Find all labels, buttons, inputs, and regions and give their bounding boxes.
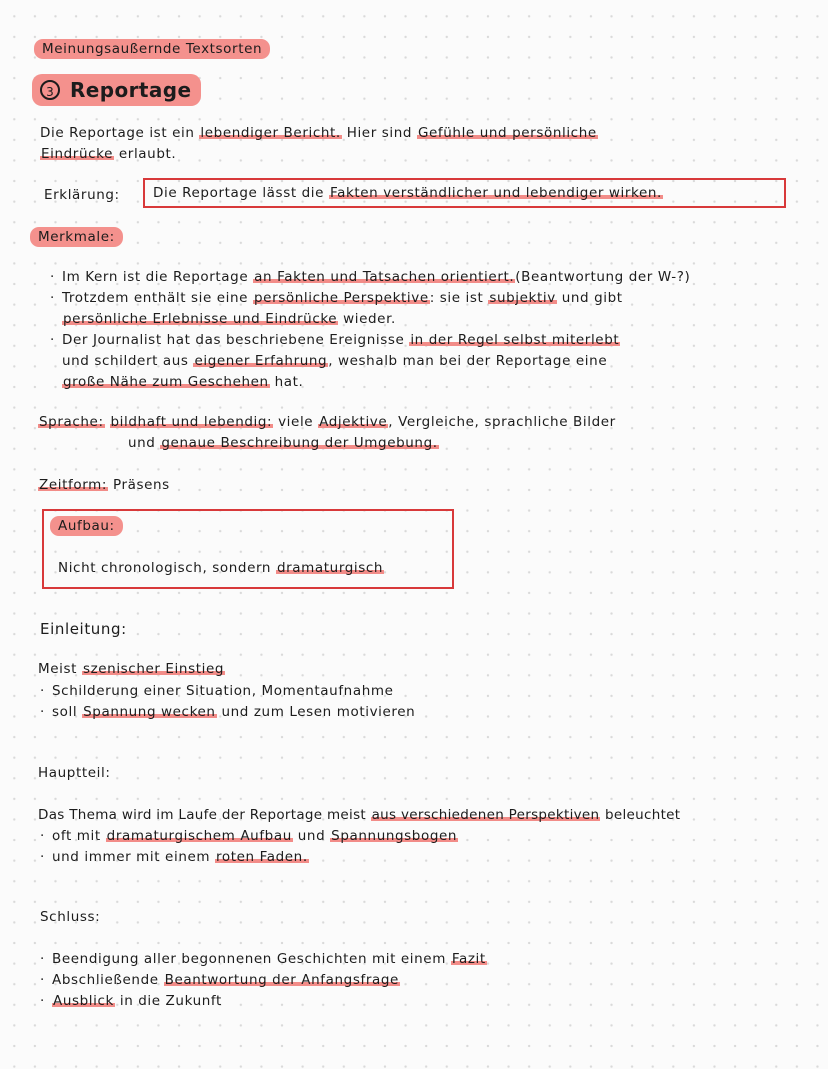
text: Schilderung einer Situation, Momentaufnahme bbox=[52, 683, 394, 699]
text: und schildert aus bbox=[62, 353, 189, 369]
highlight: an Fakten und Tatsachen orientiert. bbox=[254, 269, 515, 285]
text: Das Thema wird im Laufe der Reportage meist bbox=[38, 807, 367, 823]
aufbau-box bbox=[42, 509, 454, 589]
highlight: Eindrücke bbox=[41, 146, 113, 162]
text: und zum Lesen motivieren bbox=[221, 704, 416, 720]
hauptteil-line-3 bbox=[40, 848, 309, 866]
text: Im Kern ist die Reportage bbox=[62, 269, 249, 285]
zeitform-line bbox=[38, 476, 170, 494]
highlight: aus verschiedenen Perspektiven bbox=[371, 807, 600, 823]
text: Abschließende bbox=[52, 972, 159, 988]
text: und bbox=[297, 828, 326, 844]
text: , weshalb man bei der Reportage eine bbox=[328, 353, 608, 369]
text: (Beantwortung der W-?) bbox=[515, 269, 691, 285]
bullet: · bbox=[40, 849, 45, 865]
bullet: · bbox=[50, 332, 55, 348]
merkmale-line-2 bbox=[50, 289, 623, 307]
einleitung-line-3 bbox=[40, 703, 415, 721]
text: Der Journalist hat das beschriebene Ereignisse bbox=[62, 332, 405, 348]
text: wieder. bbox=[343, 311, 396, 327]
highlight: persönliche Erlebnisse und Eindrücke bbox=[63, 311, 338, 327]
bullet: · bbox=[40, 704, 45, 720]
merkmale-line-5 bbox=[62, 352, 607, 370]
erklaerung-box bbox=[143, 178, 786, 208]
sprache-line-1 bbox=[38, 413, 616, 431]
text: in die Zukunft bbox=[119, 993, 222, 1009]
highlight: persönliche Perspektive bbox=[254, 290, 429, 306]
text: , Vergleiche, sprachliche Bilder bbox=[388, 414, 616, 430]
text: Beendigung aller begonnenen Geschichten mit einem bbox=[52, 951, 446, 967]
text: hat. bbox=[274, 374, 304, 390]
merkmale-line-4 bbox=[50, 331, 620, 349]
zeitform-label: Zeitform: bbox=[39, 477, 108, 493]
zeitform-value: Präsens bbox=[112, 477, 170, 493]
schluss-line-2 bbox=[40, 971, 400, 989]
schluss-label: Schluss: bbox=[40, 909, 101, 925]
hauptteil-line-1 bbox=[38, 806, 680, 824]
highlight: roten Faden. bbox=[216, 849, 308, 865]
highlight: lebendiger Bericht. bbox=[200, 125, 341, 141]
schluss-line-3 bbox=[40, 992, 222, 1010]
highlight: bildhaft und lebendig: bbox=[110, 414, 273, 430]
text: Trotzdem enthält sie eine bbox=[62, 290, 249, 306]
erklaerung-label: Erklärung: bbox=[44, 187, 120, 203]
highlight: in der Regel selbst miterlebt bbox=[410, 332, 620, 348]
intro-line-1 bbox=[40, 124, 598, 142]
hauptteil-line-2 bbox=[40, 827, 458, 845]
erklaerung-text bbox=[153, 184, 663, 202]
section-number: 3 bbox=[40, 80, 60, 100]
intro-line-2 bbox=[40, 145, 176, 163]
aufbau-text bbox=[58, 559, 384, 577]
sprache-label: Sprache: bbox=[39, 414, 104, 430]
category-text: Meinungsaußernde Textsorten bbox=[34, 39, 270, 59]
highlight: subjektiv bbox=[489, 290, 556, 306]
text: und immer mit einem bbox=[52, 849, 211, 865]
text: und bbox=[128, 435, 156, 451]
merkmale-label bbox=[30, 228, 123, 246]
title-text: Reportage bbox=[70, 78, 192, 102]
sprache-line-2 bbox=[128, 434, 439, 452]
label-text: Merkmale: bbox=[30, 227, 123, 247]
text: viele bbox=[278, 414, 314, 430]
text: oft mit bbox=[52, 828, 101, 844]
text: Die Reportage ist ein bbox=[40, 125, 195, 141]
category-label bbox=[34, 40, 270, 58]
text: beleuchtet bbox=[605, 807, 681, 823]
text: Meist bbox=[38, 661, 78, 677]
text: und gibt bbox=[561, 290, 623, 306]
hauptteil-label: Hauptteil: bbox=[38, 765, 111, 781]
highlight: dramaturgischem Aufbau bbox=[106, 828, 292, 844]
bullet: · bbox=[40, 951, 45, 967]
text: Nicht chronologisch, sondern bbox=[58, 560, 272, 576]
text: Hier sind bbox=[346, 125, 413, 141]
highlight: Adjektive bbox=[319, 414, 388, 430]
einleitung-line-2 bbox=[40, 682, 394, 700]
text: erlaubt. bbox=[118, 146, 177, 162]
bullet: · bbox=[40, 972, 45, 988]
bullet: · bbox=[50, 290, 55, 306]
einleitung-line-1 bbox=[38, 660, 225, 678]
highlight: dramaturgisch bbox=[276, 560, 384, 576]
highlight: eigener Erfahrung bbox=[194, 353, 328, 369]
bullet: · bbox=[40, 993, 45, 1009]
highlight: Spannungsbogen bbox=[331, 828, 458, 844]
text: : sie ist bbox=[429, 290, 484, 306]
highlight: Ausblick bbox=[53, 993, 114, 1009]
highlight: genaue Beschreibung der Umgebung. bbox=[161, 435, 438, 451]
bullet: · bbox=[40, 828, 45, 844]
page-title bbox=[32, 74, 201, 106]
bullet: · bbox=[50, 269, 55, 285]
aufbau-label bbox=[50, 517, 123, 535]
label-text: Aufbau: bbox=[50, 516, 123, 536]
highlight: Fakten verständlicher und lebendiger wirken. bbox=[329, 185, 662, 201]
highlight: szenischer Einstieg bbox=[82, 661, 225, 677]
merkmale-line-1 bbox=[50, 268, 690, 286]
bullet: · bbox=[40, 683, 45, 699]
merkmale-line-6 bbox=[62, 373, 303, 391]
einleitung-label: Einleitung: bbox=[40, 620, 127, 638]
highlight: Beantwortung der Anfangsfrage bbox=[164, 972, 399, 988]
highlight: große Nähe zum Geschehen bbox=[63, 374, 269, 390]
highlight: Gefühle und persönliche bbox=[417, 125, 597, 141]
highlight: Fazit bbox=[451, 951, 486, 967]
highlight: Spannung wecken bbox=[83, 704, 216, 720]
merkmale-line-3 bbox=[62, 310, 396, 328]
text: Die Reportage lässt die bbox=[153, 185, 325, 201]
text: soll bbox=[52, 704, 78, 720]
schluss-line-1 bbox=[40, 950, 487, 968]
